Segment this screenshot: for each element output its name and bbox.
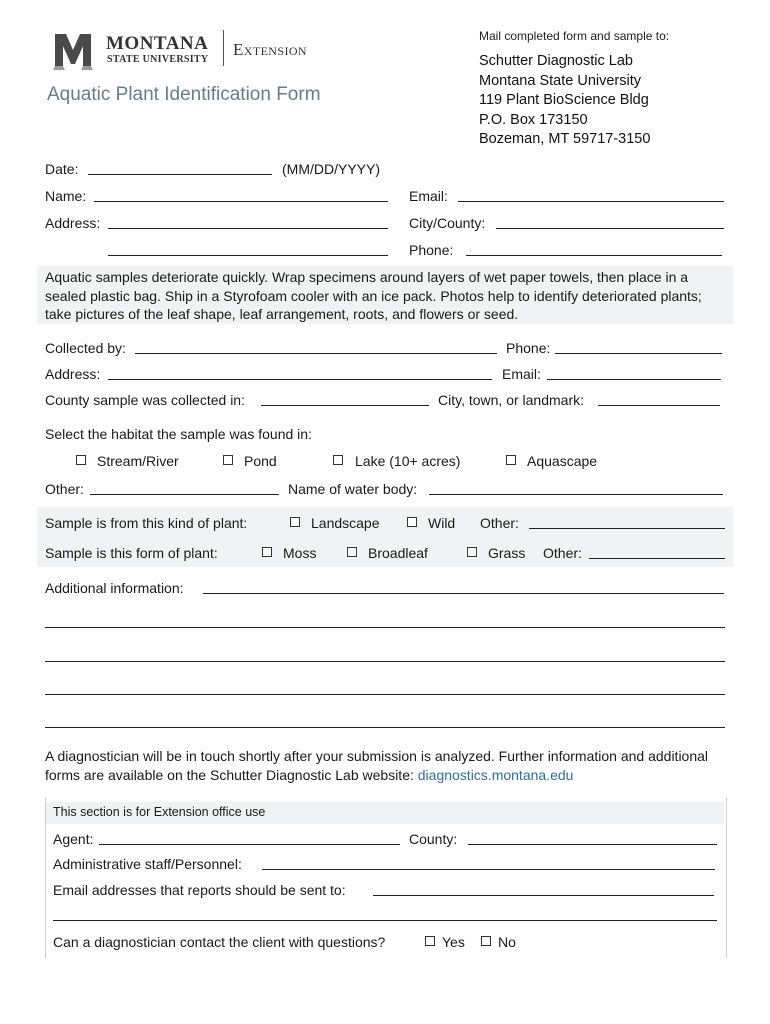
habitat-pond-checkbox[interactable] bbox=[223, 455, 233, 465]
additional-info-line[interactable] bbox=[45, 727, 725, 728]
followup-body: A diagnostician will be in touch shortly after your submission is analyzed. Further information and additional forms are available on the Schutter Diagnostic Lab website: bbox=[45, 748, 709, 783]
habitat-prompt: Select the habitat the sample was found in: bbox=[45, 426, 312, 442]
office-county-field[interactable] bbox=[468, 844, 717, 845]
mail-address-line: Bozeman, MT 59717-3150 bbox=[479, 131, 651, 147]
plant-kind-wild-label: Wild bbox=[428, 515, 456, 531]
mail-address-line: 119 Plant BioScience Bldg bbox=[479, 92, 649, 108]
report-emails-field[interactable] bbox=[373, 895, 714, 896]
additional-info-line[interactable] bbox=[45, 694, 725, 695]
plant-kind-landscape-label: Landscape bbox=[311, 515, 380, 531]
plant-kind-other-field[interactable] bbox=[529, 528, 725, 529]
address-label: Address: bbox=[45, 215, 101, 231]
plant-kind-wild-checkbox[interactable] bbox=[407, 517, 417, 527]
additional-info-line[interactable] bbox=[45, 661, 725, 662]
email-label: Email: bbox=[409, 188, 448, 204]
collector-address-label: Address: bbox=[45, 366, 101, 382]
mail-heading: Mail completed form and sample to: bbox=[479, 29, 670, 43]
county-collected-field[interactable] bbox=[261, 405, 429, 406]
collector-email-label: Email: bbox=[502, 366, 541, 382]
mail-address-line: Schutter Diagnostic Lab bbox=[479, 53, 633, 69]
mail-address bbox=[479, 52, 650, 150]
logo-extension: Extension bbox=[233, 40, 307, 59]
additional-info-label: Additional information: bbox=[45, 580, 184, 596]
form-title: Aquatic Plant Identification Form bbox=[47, 84, 321, 105]
plant-form-other-label: Other: bbox=[543, 545, 582, 561]
water-body-field[interactable] bbox=[429, 494, 723, 495]
email-field[interactable] bbox=[458, 201, 724, 202]
habitat-stream-river-checkbox[interactable] bbox=[76, 455, 86, 465]
montana-state-m-logo-icon bbox=[52, 30, 94, 70]
plant-form-moss-label: Moss bbox=[283, 545, 317, 561]
admin-staff-field[interactable] bbox=[262, 869, 715, 870]
date-format: (MM/DD/YYYY) bbox=[282, 161, 380, 177]
habitat-lake-checkbox[interactable] bbox=[333, 455, 343, 465]
date-field[interactable] bbox=[88, 174, 272, 175]
city-county-field[interactable] bbox=[496, 228, 724, 229]
plant-form-broadleaf-label: Broadleaf bbox=[368, 545, 428, 561]
diagnostics-website-link[interactable]: diagnostics.montana.edu bbox=[417, 766, 574, 783]
water-body-label: Name of water body: bbox=[288, 481, 418, 497]
habitat-stream-river-label: Stream/River bbox=[97, 453, 179, 469]
habitat-other-field[interactable] bbox=[90, 494, 279, 495]
followup-text bbox=[45, 747, 727, 784]
plant-form-grass-label: Grass bbox=[488, 545, 526, 561]
name-label: Name: bbox=[45, 188, 87, 204]
plant-form-label: Sample is this form of plant: bbox=[45, 545, 218, 561]
logo-sub: STATE UNIVERSITY bbox=[107, 54, 209, 65]
contact-no-checkbox[interactable] bbox=[481, 936, 491, 946]
office-heading: This section is for Extension office use bbox=[53, 805, 266, 819]
collector-phone-field[interactable] bbox=[555, 353, 722, 354]
collected-by-field[interactable] bbox=[135, 353, 497, 354]
plant-kind-other-label: Other: bbox=[480, 515, 519, 531]
contact-yes-label: Yes bbox=[442, 934, 465, 950]
plant-form-moss-checkbox[interactable] bbox=[262, 547, 272, 557]
agent-label: Agent: bbox=[53, 831, 94, 847]
additional-info-line[interactable] bbox=[45, 627, 725, 628]
county-collected-label: County sample was collected in: bbox=[45, 392, 245, 408]
office-county-label: County: bbox=[409, 831, 458, 847]
plant-kind-landscape-checkbox[interactable] bbox=[290, 517, 300, 527]
habitat-lake-label: Lake (10+ acres) bbox=[355, 453, 461, 469]
logo-divider bbox=[223, 30, 224, 66]
mail-address-line: P.O. Box 173150 bbox=[479, 111, 588, 128]
plant-form-broadleaf-checkbox[interactable] bbox=[347, 547, 357, 557]
collector-address-field[interactable] bbox=[108, 379, 492, 380]
date-label: Date: bbox=[45, 161, 79, 177]
mail-address-line: Montana State University bbox=[479, 72, 641, 89]
city-landmark-label: City, town, or landmark: bbox=[438, 392, 585, 408]
report-emails-label: Email addresses that reports should be sent to: bbox=[53, 882, 346, 898]
phone-field[interactable] bbox=[466, 255, 722, 256]
name-field[interactable] bbox=[94, 201, 388, 202]
logo-name: MONTANA bbox=[106, 33, 209, 54]
agent-field[interactable] bbox=[99, 844, 400, 845]
admin-staff-label: Administrative staff/Personnel: bbox=[53, 856, 242, 872]
contact-no-label: No bbox=[498, 934, 516, 950]
address-field[interactable] bbox=[108, 228, 388, 229]
habitat-pond-label: Pond bbox=[244, 453, 277, 469]
additional-info-field[interactable] bbox=[203, 593, 724, 594]
phone-label: Phone: bbox=[409, 242, 454, 258]
habitat-other-label: Other: bbox=[45, 481, 84, 497]
collector-email-field[interactable] bbox=[547, 379, 721, 380]
contact-yes-checkbox[interactable] bbox=[425, 936, 435, 946]
plant-form-grass-checkbox[interactable] bbox=[467, 547, 477, 557]
address-field-line-2[interactable] bbox=[108, 255, 388, 256]
collector-phone-label: Phone: bbox=[506, 340, 551, 356]
contact-question: Can a diagnostician contact the client with questions? bbox=[53, 934, 386, 950]
plant-form-other-field[interactable] bbox=[589, 558, 725, 559]
city-county-label: City/County: bbox=[409, 215, 486, 231]
instructions-text: Aquatic samples deteriorate quickly. Wrap specimens around layers of wet paper towels, then place in a sealed plastic bag. Ship in a Styrofoam cooler with an ice pack. Photos help to identify deteriorated plants; take pictures of the leaf shape, leaf arrangement, roots, and flowers or seed. bbox=[45, 269, 702, 322]
habitat-aquascape-label: Aquascape bbox=[527, 453, 598, 469]
collected-by-label: Collected by: bbox=[45, 340, 126, 356]
habitat-aquascape-checkbox[interactable] bbox=[506, 455, 516, 465]
city-landmark-field[interactable] bbox=[598, 405, 720, 406]
plant-kind-label: Sample is from this kind of plant: bbox=[45, 515, 248, 531]
report-emails-line-2[interactable] bbox=[53, 920, 717, 921]
